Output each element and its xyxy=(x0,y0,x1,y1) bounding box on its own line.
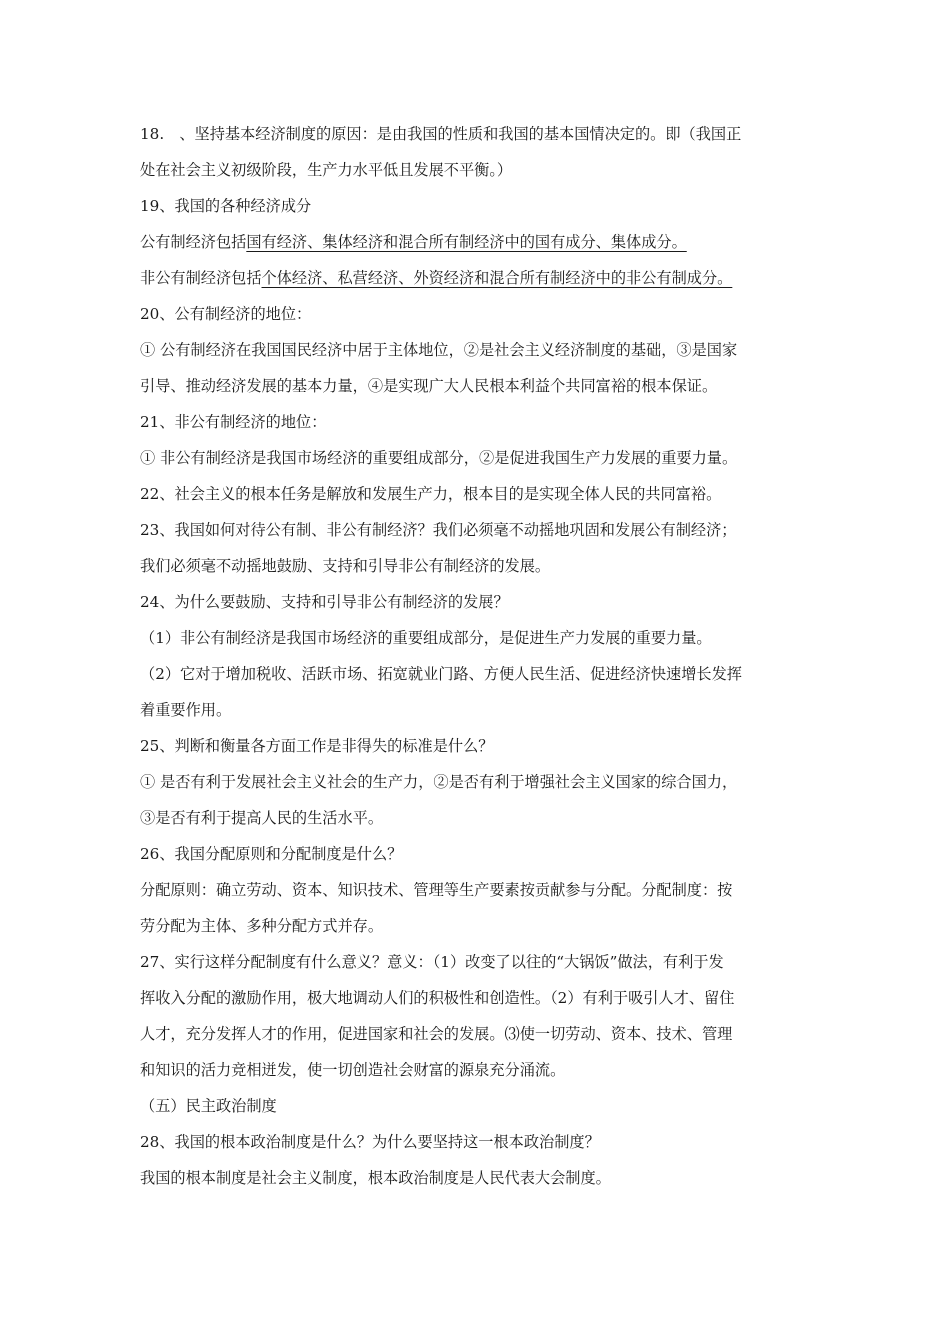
text-line: 我们必须毫不动摇地鼓励、支持和引导非公有制经济的发展。 xyxy=(140,557,551,575)
text-line: ① 非公有制经济是我国市场经济的重要组成部分，②是促进我国生产力发展的重要力量。 xyxy=(140,449,738,467)
chapter-heading: （五）民主政治制度 xyxy=(140,1097,277,1115)
section-heading: 20、公有制经济的地位： xyxy=(140,305,312,323)
text-line: 分配原则：确立劳动、资本、知识技术、管理等生产要素按贡献参与分配。分配制度：按 xyxy=(140,881,733,899)
text-line: ① 公有制经济在我国国民经济中居于主体地位，②是社会主义经济制度的基础，③是国家 xyxy=(140,341,738,359)
text-line: 和知识的活力竞相迸发，使一切创造社会财富的源泉充分涌流。 xyxy=(140,1061,566,1079)
text-line: 劳分配为主体、多种分配方式并存。 xyxy=(140,917,383,935)
text-line: 处在社会主义初级阶段，生产力水平低且发展不平衡。） xyxy=(140,161,513,179)
nonpublic-economy-underlined: 个体经济、私营经济、外资经济和混合所有制经济中的非公有制成分。 xyxy=(261,269,733,287)
text-line: 人才，充分发挥人才的作用，促进国家和社会的发展。⑶使一切劳动、资本、技术、管理 xyxy=(140,1025,733,1043)
public-economy-underlined: 国有经济、集体经济和混合所有制经济中的国有成分、集体成分。 xyxy=(246,233,687,251)
section-heading: 24、为什么要鼓励、支持和引导非公有制经济的发展？ xyxy=(140,593,509,611)
nonpublic-economy-line xyxy=(140,260,816,296)
section-heading: 19、我国的各种经济成分 xyxy=(140,197,312,215)
section-heading: 21、非公有制经济的地位： xyxy=(140,413,327,431)
text-line: 引导、推动经济发展的基本力量，④是实现广大人民根本利益个共同富裕的根本保证。 xyxy=(140,377,718,395)
section-heading: 22、社会主义的根本任务是解放和发展生产力，根本目的是实现全体人民的共同富裕。 xyxy=(140,485,722,503)
text-line: 18. 、坚持基本经济制度的原因：是由我国的性质和我国的基本国情决定的。即（我国正 xyxy=(140,125,742,143)
text-line: ① 是否有利于发展社会主义社会的生产力，②是否有利于增强社会主义国家的综合国力， xyxy=(140,773,738,791)
document-page xyxy=(140,116,816,1196)
section-heading: 28、我国的根本政治制度是什么？为什么要坚持这一根本政治制度？ xyxy=(140,1133,600,1151)
text-line: 我国的根本制度是社会主义制度，根本政治制度是人民代表大会制度。 xyxy=(140,1169,611,1187)
section-heading: 23、我国如何对待公有制、非公有制经济？我们必须毫不动摇地巩固和发展公有制经济； xyxy=(140,521,737,539)
public-economy-prefix: 公有制经济包括 xyxy=(140,233,247,251)
public-economy-line xyxy=(140,224,816,260)
section-heading: 25、判断和衡量各方面工作是非得失的标准是什么？ xyxy=(140,737,494,755)
text-line: ③是否有利于提高人民的生活水平。 xyxy=(140,809,383,827)
text-line: 着重要作用。 xyxy=(140,701,232,719)
text-line: 挥收入分配的激励作用，极大地调动人们的积极性和创造性。（2）有利于吸引人才、留住 xyxy=(140,989,735,1007)
text-line: （1）非公有制经济是我国市场经济的重要组成部分，是促进生产力发展的重要力量。 xyxy=(140,629,712,647)
section-heading: 26、我国分配原则和分配制度是什么？ xyxy=(140,845,403,863)
nonpublic-economy-prefix: 非公有制经济包括 xyxy=(140,269,262,287)
section-heading: 27、实行这样分配制度有什么意义？意义：（1）改变了以往的“大锅饭”做法，有利于发 xyxy=(140,953,724,971)
text-line: （2）它对于增加税收、活跃市场、拓宽就业门路、方便人民生活、促进经济快速增长发挥 xyxy=(140,665,742,683)
